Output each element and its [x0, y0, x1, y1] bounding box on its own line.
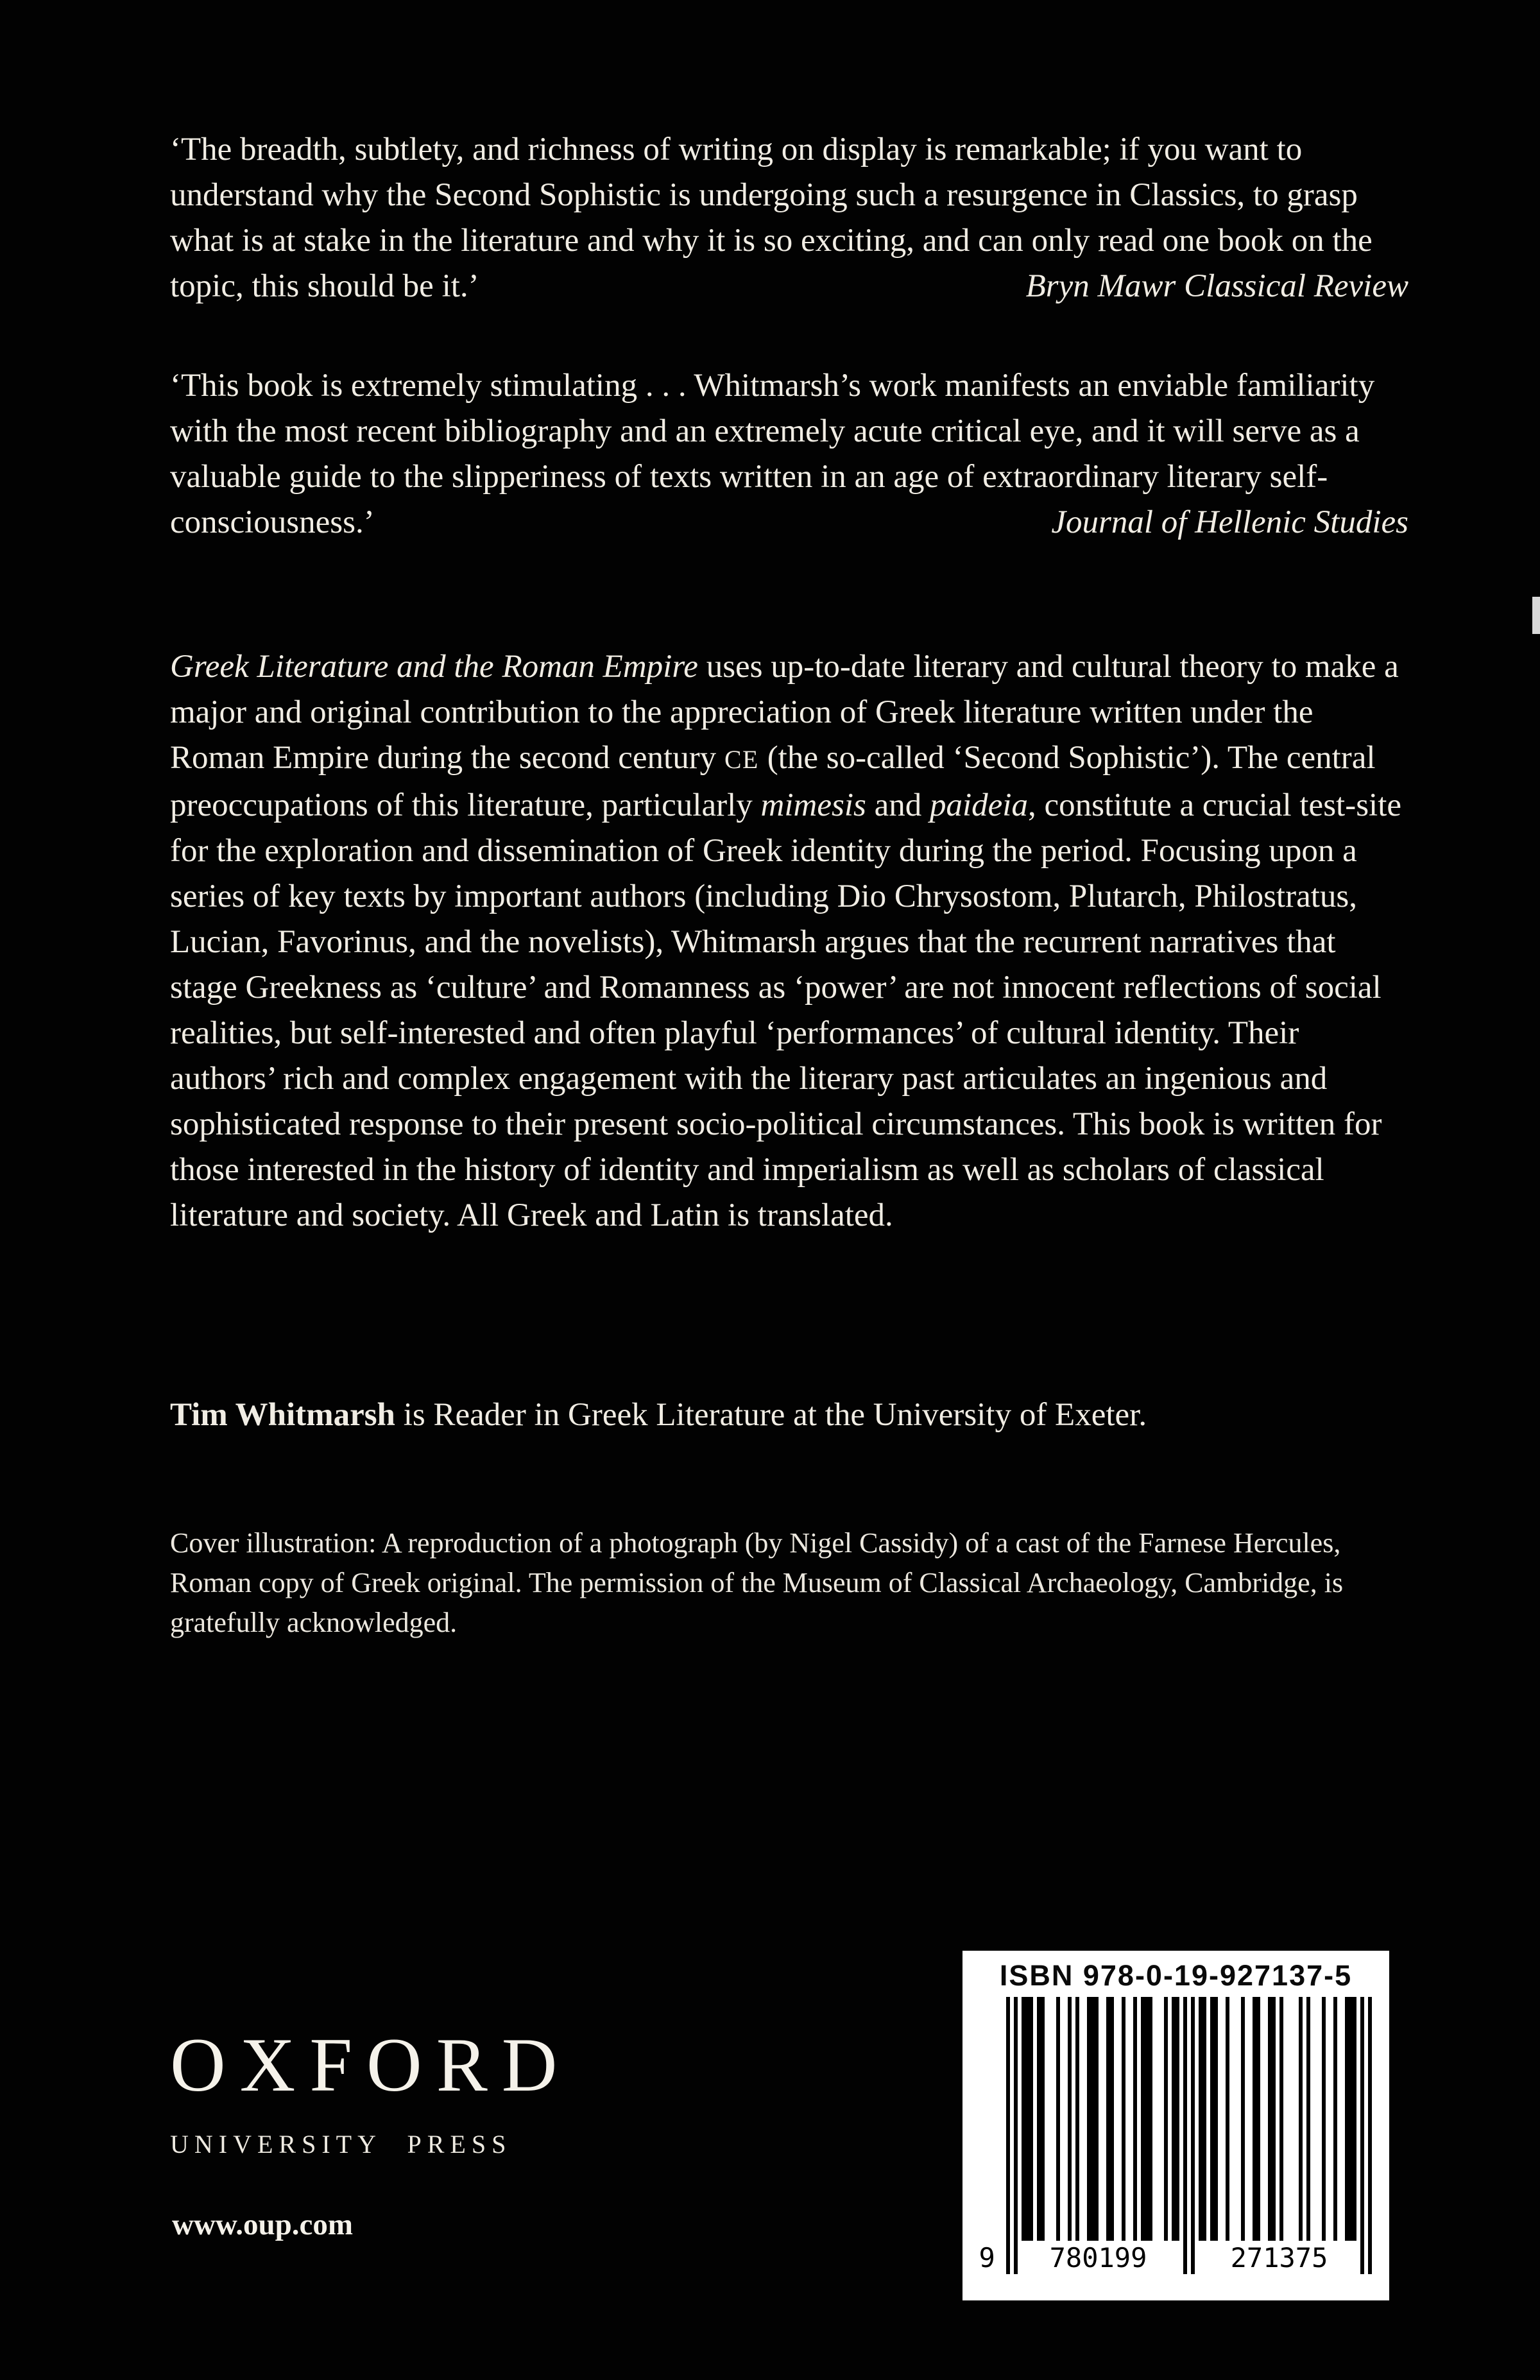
barcode-bars	[1006, 1997, 1372, 2274]
isbn-barcode-panel	[963, 1951, 1389, 2300]
oxford-university-press-logo	[170, 2022, 572, 2159]
barcode-digit-lead: 9	[979, 2242, 995, 2273]
publisher-website: www.oup.com	[172, 2208, 354, 2241]
author-bio	[170, 1392, 1408, 1438]
review-attribution: Journal of Hellenic Studies	[1051, 504, 1408, 540]
review-quote	[170, 127, 1408, 309]
author-bio-text: Tim Whitmarsh is Reader in Greek Literature at the University of Exeter.	[170, 1397, 1147, 1433]
review-quote-text: ‘This book is extremely stimulating . . . Whitmarsh’s work manifests an enviable familiarity with the most recent bibliography and an extremely acute critical eye, and it will serve as a valuable guide to the slipperiness of texts written in an age of extraordinary literary self-consciousness.’	[170, 368, 1375, 540]
page-edge-artifact	[1532, 597, 1540, 634]
review-bryn-mawr	[170, 127, 1408, 309]
book-description-paragraph: Greek Literature and the Roman Empire uses up-to-date literary and cultural theory to make a major and original contribution to the appreciation of Greek literature written under the Roman Empire during the second century CE (the so-called ‘Second Sophistic’). The central preoccupations of this literature, particularly mimesis and paideia, constitute a crucial test-site for the exploration and dissemination of Greek identity during the period. Focusing upon a series of key texts by important authors (including Dio Chrysostom, Plutarch, Philostratus, Lucian, Favorinus, and the novelists), Whitmarsh argues that the recurrent narratives that stage Greekness as ‘culture’ and Romanness as ‘power’ are not innocent reflections of social realities, but self-interested and often playful ‘performances’ of cultural identity. Their authors’ rich and complex engagement with the literary past articulates an ingenious and sophisticated response to their present socio-political circumstances. This book is written for those interested in the history of identity and imperialism as well as scholars of classical literature and society. All Greek and Latin is translated.	[170, 649, 1402, 1233]
review-attribution: Bryn Mawr Classical Review	[1025, 268, 1408, 304]
book-description	[170, 644, 1405, 1238]
review-hellenic-studies	[170, 363, 1408, 545]
review-quote	[170, 363, 1408, 545]
barcode-digits-left: 780199	[1049, 2242, 1147, 2273]
barcode-area	[980, 1997, 1372, 2275]
cover-illustration-credit	[170, 1523, 1389, 1643]
publisher-wordmark: OXFORD	[170, 2022, 572, 2107]
barcode-digits-right: 271375	[1230, 2242, 1328, 2273]
cover-illustration-credit-text: Cover illustration: A reproduction of a photograph (by Nigel Cassidy) of a cast of the Farnese Hercules, Roman copy of Greek original. The permission of the Museum of Classical Archaeology, Cambridge, is gratefully acknowledged.	[170, 1527, 1344, 1638]
review-quote-text: ‘The breadth, subtlety, and richness of writing on display is remarkable; if you want to understand why the Second Sophistic is undergoing such a resurgence in Classics, to grasp what is at stake in the literature and why it is so exciting, and can only read one book on the topic, this should be it.’	[170, 132, 1373, 304]
isbn-label: ISBN 978-0-19-927137-5	[999, 1959, 1353, 1992]
publisher-subtitle: UNIVERSITY PRESS	[170, 2130, 512, 2159]
